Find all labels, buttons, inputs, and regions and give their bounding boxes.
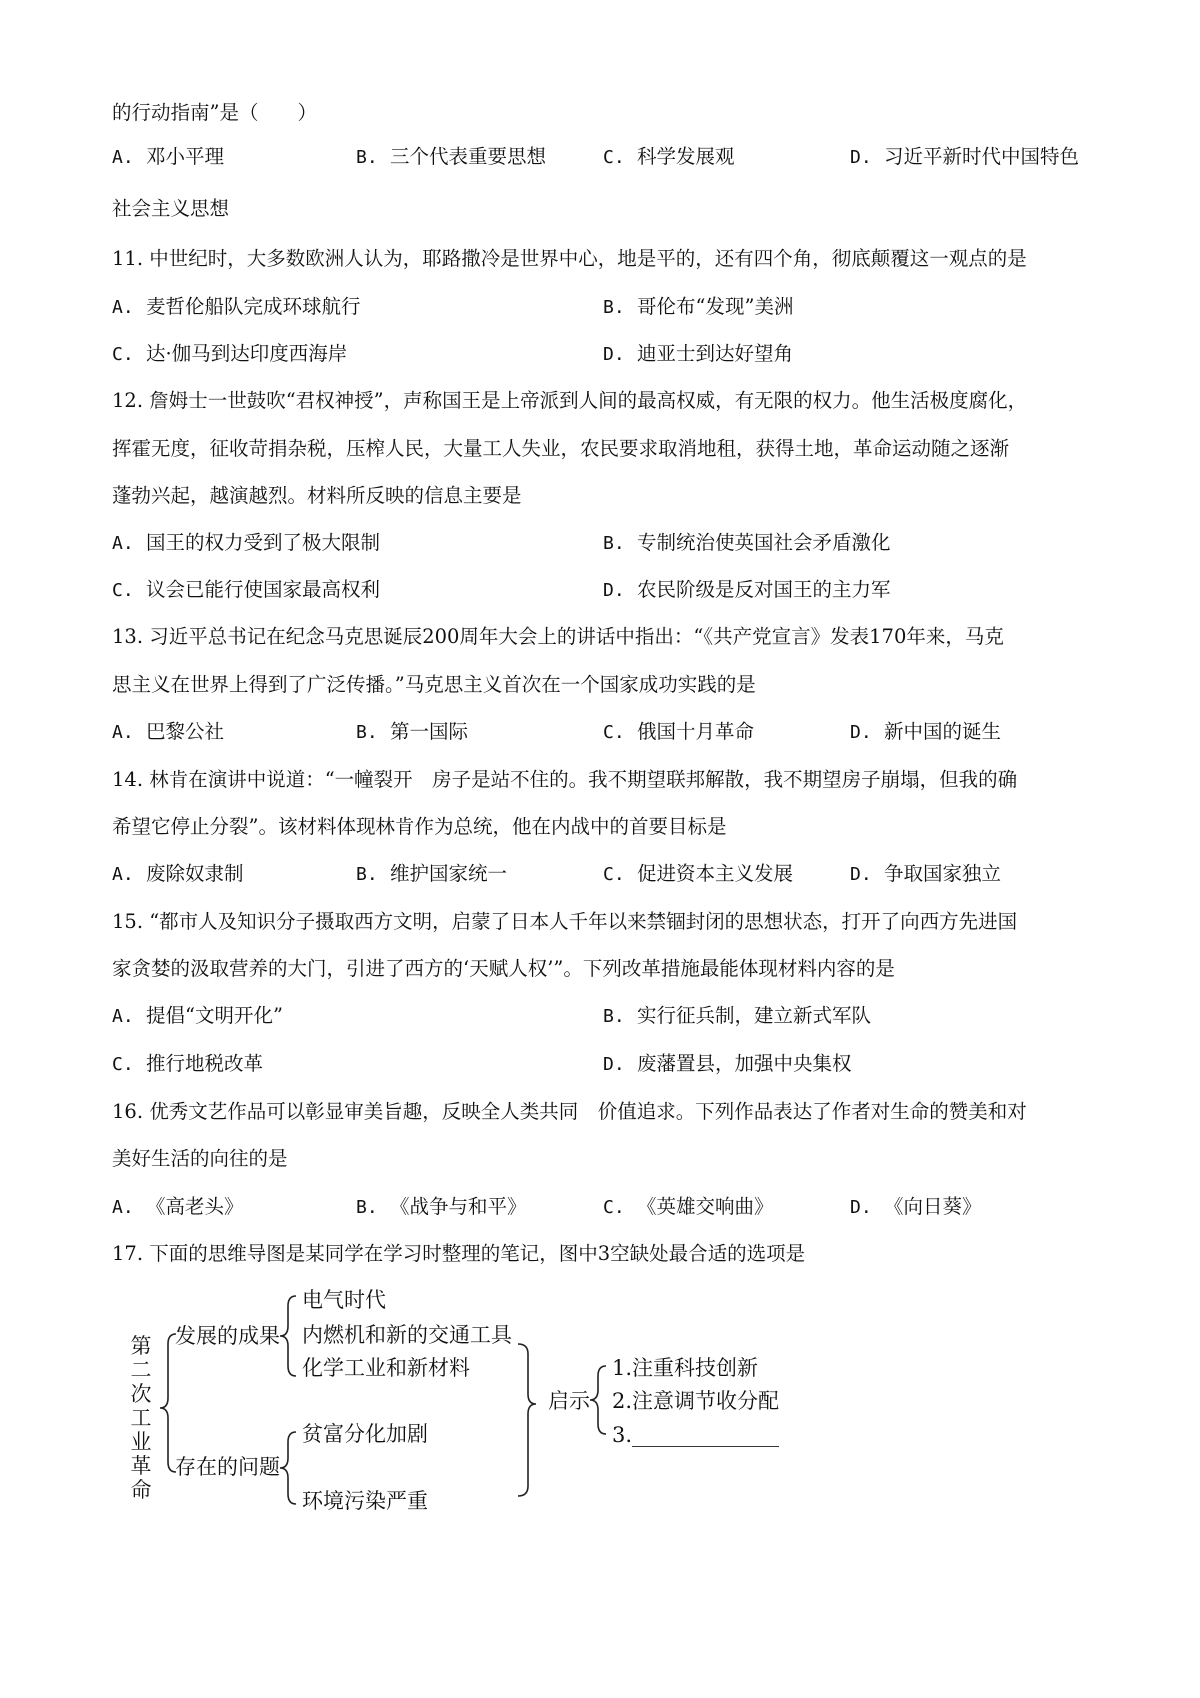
q12-stem-line-3: 蓬勃兴起，越演越烈。材料所反映的信息主要是 <box>112 484 522 507</box>
q11-stem: 11. 中世纪时，大多数欧洲人认为，耶路撒冷是世界中心，地是平的，还有四个角，彻底颠覆这一观点的是 <box>112 247 1027 270</box>
q16-option-b-letter: B. <box>356 1197 378 1218</box>
q16-option-a-text: 《高老头》 <box>146 1195 244 1218</box>
q12-stem-line-1: 12. 詹姆士一世鼓吹“君权神授”，声称国王是上帝派到人间的最高权威，有无限的权力。他生活极度腐化， <box>112 389 1028 412</box>
root-brace <box>160 1334 176 1472</box>
q16-option-d-letter: D. <box>850 1197 872 1218</box>
q13-option-d-text: 新中国的诞生 <box>884 720 1002 743</box>
problem-item: 贫富分化加剧 <box>302 1422 428 1446</box>
q12-option-b-letter: B. <box>603 533 625 554</box>
q16-stem-line-1: 16. 优秀文艺作品可以彰显审美旨趣，反映全人类共同 价值追求。下列作品表达了作者对生命的赞美和对 <box>112 1100 1027 1123</box>
q14-stem-line-1: 14. 林肯在演讲中说道：“一幢裂开 房子是站不住的。我不期望联邦解散，我不期望房子崩塌，但我的确 <box>112 768 1018 791</box>
q13-stem-line-1: 13. 习近平总书记在纪念马克思诞辰200周年大会上的讲话中指出：“《共产党宣言》发表170年来，马克 <box>112 625 1004 648</box>
q15-option-a-letter: A. <box>112 1006 134 1027</box>
q11-option-d-text: 迪亚士到达好望角 <box>637 342 794 365</box>
q12-option-c-text: 议会已能行使国家最高权利 <box>146 578 381 601</box>
q10-option-d-letter: D. <box>850 147 872 168</box>
q12-option-b-text: 专制统治使英国社会矛盾激化 <box>637 531 891 554</box>
q13-option-a-letter: A. <box>112 722 134 743</box>
insight-item: 1.注重科技创新 <box>612 1356 759 1380</box>
q12-option-a-letter: A. <box>112 533 134 554</box>
q16-option-c-text: 《英雄交响曲》 <box>637 1195 774 1218</box>
achievement-item: 内燃机和新的交通工具 <box>302 1323 512 1347</box>
insights-brace <box>590 1366 606 1434</box>
q13-option-b-text: 第一国际 <box>390 720 469 743</box>
q14-option-c-text: 促进资本主义发展 <box>637 862 794 885</box>
q14-option-a-text: 废除奴隶制 <box>146 862 244 885</box>
achievements-label: 发展的成果 <box>175 1324 280 1348</box>
q16-option-d-text: 《向日葵》 <box>884 1195 982 1218</box>
q12-option-a-text: 国王的权力受到了极大限制 <box>146 531 381 554</box>
q15-stem-line-1: 15. “都市人及知识分子摄取西方文明，启蒙了日本人千年以来禁锢封闭的思想状态，打开了向西方先进国 <box>112 910 1018 933</box>
q13-stem-line-2: 思主义在世界上得到了广泛传播。”马克思主义首次在一个国家成功实践的是 <box>112 673 756 696</box>
q12-stem-line-2: 挥霍无度，征收苛捐杂税，压榨人民，大量工人失业，农民要求取消地租，获得土地，革命运动随之逐渐 <box>112 437 1010 460</box>
q10-option-b-text: 三个代表重要思想 <box>390 145 547 168</box>
q16-option-c-letter: C. <box>603 1197 625 1218</box>
q14-stem-line-2: 希望它停止分裂”。该材料体现林肯作为总统，他在内战中的首要目标是 <box>112 815 727 838</box>
q15-stem-line-2: 家贪婪的汲取营养的大门，引进了西方的‘天赋人权’”。下列改革措施最能体现材料内容的是 <box>112 957 895 980</box>
q16-option-b-text: 《战争与和平》 <box>390 1195 527 1218</box>
q10-option-c-letter: C. <box>603 147 625 168</box>
insight-item-blank: 3.______________ <box>612 1423 780 1447</box>
q15-option-c-text: 推行地税改革 <box>146 1052 264 1075</box>
achievement-item: 化学工业和新材料 <box>302 1356 470 1380</box>
q14-option-a-letter: A. <box>112 864 134 885</box>
q12-option-c-letter: C. <box>112 580 134 601</box>
q11-option-a-text: 麦哲伦船队完成环球航行 <box>146 295 361 318</box>
q10-stem-tail: 的行动指南”是（ ） <box>112 101 317 124</box>
q10-option-a-text: 邓小平理 <box>146 145 225 168</box>
q15-option-b-letter: B. <box>603 1006 625 1027</box>
q10-option-b-letter: B. <box>356 147 378 168</box>
q10-option-d-tail: 社会主义思想 <box>112 197 230 220</box>
q14-option-c-letter: C. <box>603 864 625 885</box>
q12-option-d-text: 农民阶级是反对国王的主力军 <box>637 578 891 601</box>
problem-item: 环境污染严重 <box>302 1489 428 1513</box>
q11-option-b-letter: B. <box>603 297 625 318</box>
q17-stem: 17. 下面的思维导图是某同学在学习时整理的笔记，图中3空缺处最合适的选项是 <box>112 1242 806 1265</box>
insight-label: 启示 <box>548 1389 590 1413</box>
q15-option-b-text: 实行征兵制，建立新式军队 <box>637 1004 872 1027</box>
q13-option-c-text: 俄国十月革命 <box>637 720 755 743</box>
q13-option-c-letter: C. <box>603 722 625 743</box>
q10-option-c-text: 科学发展观 <box>637 145 735 168</box>
q11-option-c-letter: C. <box>112 344 134 365</box>
problems-brace <box>280 1432 296 1504</box>
insight-item: 2.注意调节收分配 <box>612 1389 780 1413</box>
q13-option-d-letter: D. <box>850 722 872 743</box>
achievement-item: 电气时代 <box>302 1288 386 1312</box>
q12-option-d-letter: D. <box>603 580 625 601</box>
q11-option-a-letter: A. <box>112 297 134 318</box>
mind-map-root: 第二次工业革命 <box>130 1334 152 1502</box>
q11-option-d-letter: D. <box>603 344 625 365</box>
problems-label: 存在的问题 <box>175 1455 280 1479</box>
insight-closing-brace <box>518 1344 536 1496</box>
q10-option-d-text: 习近平新时代中国特色 <box>884 145 1080 168</box>
q15-option-c-letter: C. <box>112 1054 134 1075</box>
q16-stem-line-2: 美好生活的向往的是 <box>112 1147 288 1170</box>
achievements-brace <box>280 1296 296 1376</box>
q13-option-b-letter: B. <box>356 722 378 743</box>
q11-option-b-text: 哥伦布“发现”美洲 <box>637 295 794 318</box>
q14-option-b-text: 维护国家统一 <box>390 862 508 885</box>
q14-option-d-text: 争取国家独立 <box>884 862 1002 885</box>
q14-option-d-letter: D. <box>850 864 872 885</box>
q15-option-d-letter: D. <box>603 1054 625 1075</box>
q13-option-a-text: 巴黎公社 <box>146 720 225 743</box>
q10-option-a-letter: A. <box>112 147 134 168</box>
q16-option-a-letter: A. <box>112 1197 134 1218</box>
q15-option-d-text: 废藩置县，加强中央集权 <box>637 1052 852 1075</box>
q11-option-c-text: 达·伽马到达印度西海岸 <box>146 342 348 365</box>
q14-option-b-letter: B. <box>356 864 378 885</box>
q15-option-a-text: 提倡“文明开化” <box>146 1004 283 1027</box>
